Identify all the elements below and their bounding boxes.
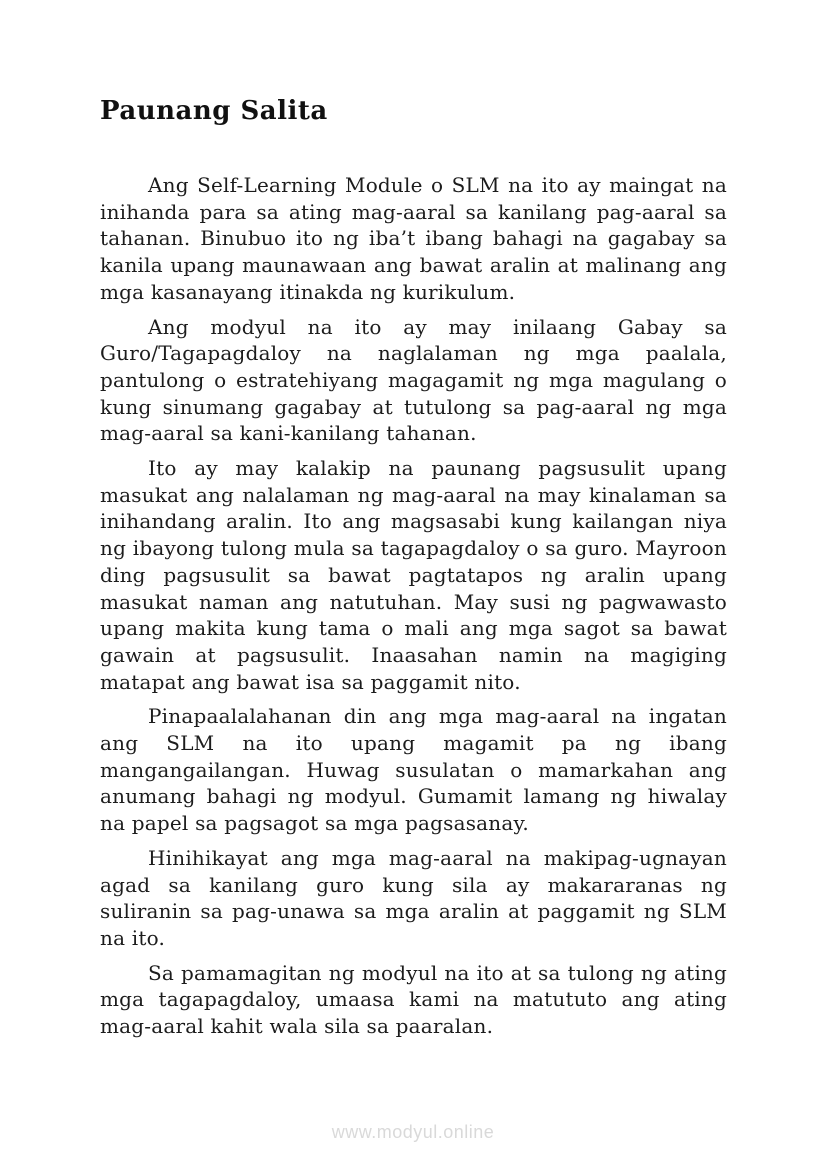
paragraph-5: Hinihikayat ang mga mag-aaral na makipag-ugnayan agad sa kanilang guro kung sila ay makararanas ng suliranin sa pag-unawa sa mga aralin at paggamit ng SLM na ito.: [100, 845, 727, 950]
paragraph-3: Ito ay may kalakip na paunang pagsusulit upang masukat ang nalalaman ng mag-aaral na may kinalaman sa inihandang aralin. Ito ang magsasabi kung kailangan niya ng ibayong tulong mula sa tagapagdaloy o sa guro. Mayroon ding pagsusulit sa bawat pagtatapos ng aralin upang masukat naman ang natutuhan. May susi ng pagwawasto upang makita kung tama o mali ang mga sagot sa bawat gawain at pagsusulit. Inaasahan namin na magiging matapat ang bawat isa sa paggamit nito.: [100, 456, 727, 694]
paragraph-1: Ang Self-Learning Module o SLM na ito ay maingat na inihanda para sa ating mag-aaral sa kanilang pag-aaral sa tahanan. Binubuo ito ng iba’t ibang bahagi na gagabay sa kanila upang maunawaan ang bawat aralin at malinang ang mga kasanayang itinakda ng kurikulum.: [100, 173, 727, 304]
footer-watermark: www.modyul.online: [331, 1122, 495, 1142]
paragraph-6: Sa pamamagitan ng modyul na ito at sa tulong ng ating mga tagapagdaloy, umaasa kami na matututo ang ating mag-aaral kahit wala sila sa paaralan.: [100, 960, 727, 1039]
paragraph-2: Ang modyul na ito ay may inilaang Gabay sa Guro/Tagapagdaloy na naglalaman ng mga paalala, pantulong o estratehiyang magagamit ng mga magulang o kung sinumang gagabay at tutulong sa pag-aaral ng mga mag-aaral sa kani-kanilang tahanan.: [100, 314, 727, 446]
page-title: Paunang Salita: [100, 96, 328, 126]
document-body: [100, 172, 727, 1048]
paragraph-4: Pinapaalalahanan din ang mga mag-aaral na ingatan ang SLM na ito upang magamit pa ng ibang mangangailangan. Huwag susulatan o mamarkahan ang anumang bahagi ng modyul. Gumamit lamang ng hiwalay na papel sa pagsagot sa mga pagsasanay.: [100, 704, 727, 836]
